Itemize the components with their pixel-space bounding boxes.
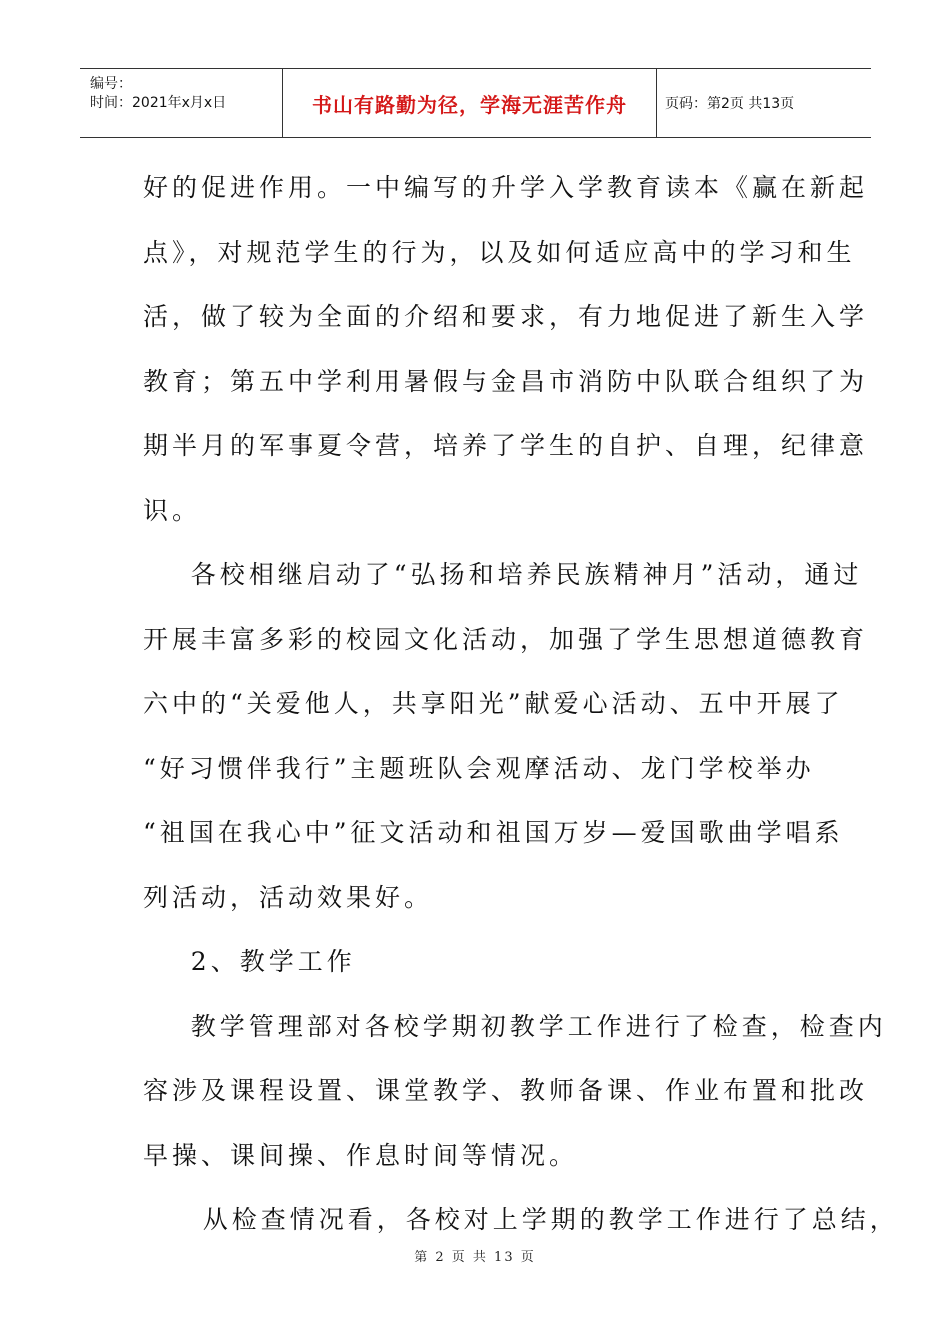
body-line: 教育；第五中学利用暑假与金昌市消防中队联合组织了为 <box>143 366 869 396</box>
body-line: “好习惯伴我行”主题班队会观摩活动、龙门学校举办 <box>143 753 815 783</box>
body-line: 从检查情况看，各校对上学期的教学工作进行了总结， <box>143 1205 899 1234</box>
body-line: “祖国在我心中”征文活动和祖国万岁—爱国歌曲学唱系 <box>143 818 844 847</box>
header-motto-cell <box>283 69 657 137</box>
motto-text: 书山有路勤为径，学海无涯苦作舟 <box>312 92 627 117</box>
document-header <box>80 68 871 138</box>
body-line: 六中的“关爱他人，共享阳光”献爱心活动、五中开展了 <box>143 689 844 718</box>
body-line: 点》，对规范学生的行为，以及如何适应高中的学习和生 <box>143 237 856 267</box>
footer-page-number: 第 2 页 共 13 页 <box>414 1250 536 1265</box>
body-line: 好的促进作用。一中编写的升学入学教育读本《赢在新起 <box>143 173 869 202</box>
body-line: 早操、课间操、作息时间等情况。 <box>143 1140 579 1170</box>
body-line: 期半月的军事夏令营，培养了学生的自护、自理，纪律意 <box>143 431 869 460</box>
section-heading: 2、教学工作 <box>143 947 356 976</box>
body-line: 容涉及课程设置、课堂教学、教师备课、作业布置和批改 <box>143 1076 869 1105</box>
header-meta <box>80 69 283 137</box>
body-line: 列活动，活动效果好。 <box>143 882 434 912</box>
document-number: 编号： <box>90 76 132 92</box>
page-footer <box>0 1246 950 1265</box>
body-line: 开展丰富多彩的校园文化活动，加强了学生思想道德教育 <box>143 624 869 654</box>
body-line: 教学管理部对各校学期初教学工作进行了检查，检查内 <box>143 1011 887 1041</box>
body-line: 活，做了较为全面的介绍和要求，有力地促进了新生入学 <box>143 302 869 331</box>
header-page-info <box>657 69 871 137</box>
document-body <box>143 156 899 1253</box>
body-line: 识。 <box>143 495 202 525</box>
body-line: 各校相继启动了“弘扬和培养民族精神月”活动，通过 <box>143 560 863 589</box>
page-info-text: 页码：第2页 共13页 <box>665 96 795 112</box>
document-date: 时间：2021年x月x日 <box>90 95 227 111</box>
